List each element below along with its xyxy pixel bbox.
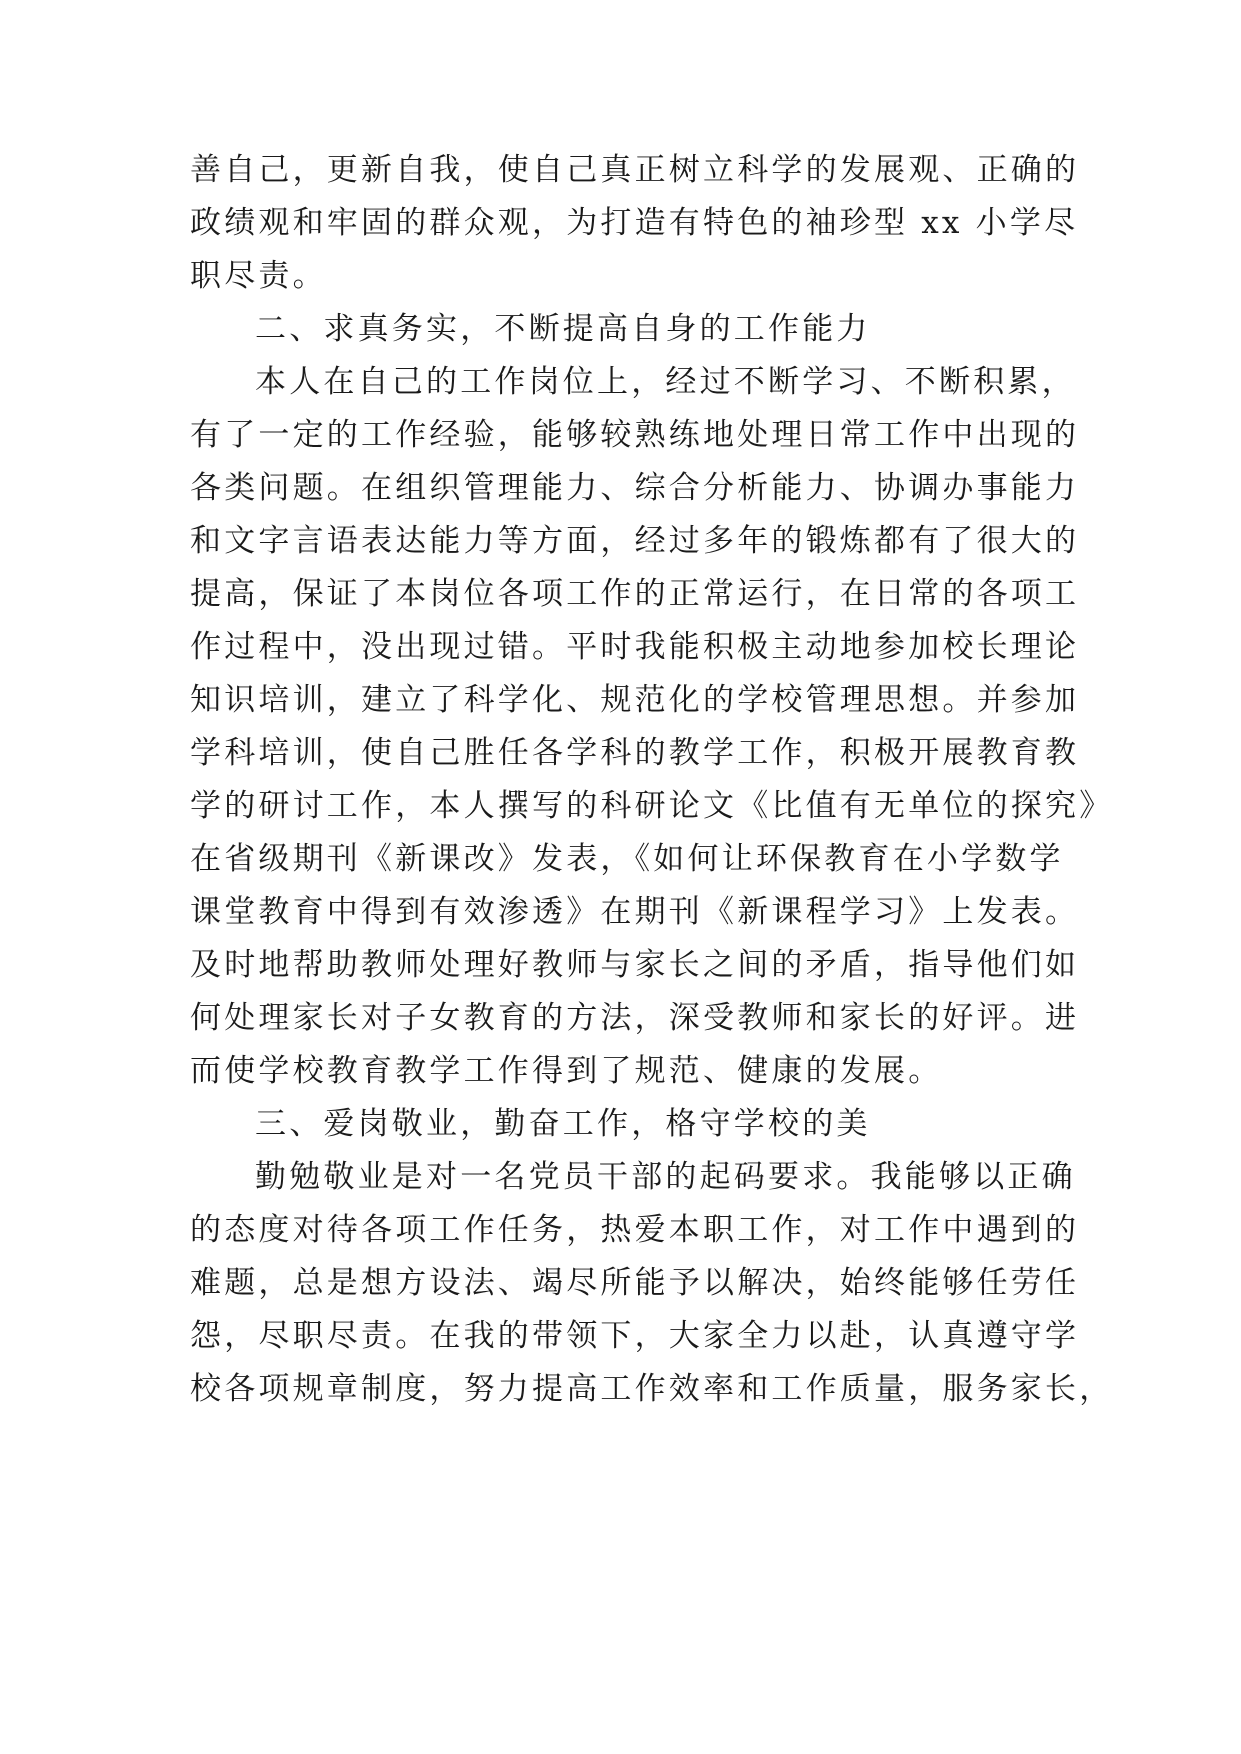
- paragraph-line: 学的研讨工作，本人撰写的科研论文《比值有无单位的探究》: [190, 788, 1114, 824]
- paragraph-line: 怨，尽职尽责。在我的带领下，大家全力以赴，认真遵守学: [190, 1318, 1080, 1354]
- paragraph-line: 知识培训，建立了科学化、规范化的学校管理思想。并参加: [190, 682, 1080, 718]
- paragraph-line: 难题，总是想方设法、竭尽所能予以解决，始终能够任劳任: [190, 1265, 1080, 1301]
- paragraph-line: 各类问题。在组织管理能力、综合分析能力、协调办事能力: [190, 470, 1080, 506]
- paragraph-line: 在省级期刊《新课改》发表，《如何让环保教育在小学数学: [190, 841, 1064, 877]
- paragraph-line: 政绩观和牢固的群众观，为打造有特色的袖珍型 xx 小学尽: [190, 205, 1079, 241]
- paragraph-line: 校各项规章制度，努力提高工作效率和工作质量，服务家长，: [190, 1371, 1114, 1407]
- paragraph-line: 职尽责。: [190, 258, 327, 294]
- paragraph-line: 的态度对待各项工作任务，热爱本职工作，对工作中遇到的: [190, 1212, 1080, 1248]
- paragraph-line: 善自己，更新自我，使自己真正树立科学的发展观、正确的: [190, 152, 1080, 188]
- section-heading: 三、爱岗敬业，勤奋工作，格守学校的美: [255, 1106, 871, 1142]
- paragraph-line: 及时地帮助教师处理好教师与家长之间的矛盾，指导他们如: [190, 947, 1080, 983]
- paragraph-line: 本人在自己的工作岗位上，经过不断学习、不断积累，: [255, 364, 1076, 400]
- paragraph-line: 作过程中，没出现过错。平时我能积极主动地参加校长理论: [190, 629, 1080, 665]
- paragraph-line: 学科培训，使自己胜任各学科的教学工作，积极开展教育教: [190, 735, 1080, 771]
- paragraph-line: 勤勉敬业是对一名党员干部的起码要求。我能够以正确: [255, 1159, 1076, 1195]
- paragraph-line: 而使学校教育教学工作得到了规范、健康的发展。: [190, 1053, 943, 1089]
- paragraph-line: 课堂教育中得到有效渗透》在期刊《新课程学习》上发表。: [190, 894, 1080, 930]
- paragraph-line: 何处理家长对子女教育的方法，深受教师和家长的好评。进: [190, 1000, 1080, 1036]
- paragraph-line: 提高，保证了本岗位各项工作的正常运行，在日常的各项工: [190, 576, 1080, 612]
- paragraph-line: 和文字言语表达能力等方面，经过多年的锻炼都有了很大的: [190, 523, 1080, 559]
- section-heading: 二、求真务实，不断提高自身的工作能力: [255, 311, 871, 347]
- paragraph-line: 有了一定的工作经验，能够较熟练地处理日常工作中出现的: [190, 417, 1080, 453]
